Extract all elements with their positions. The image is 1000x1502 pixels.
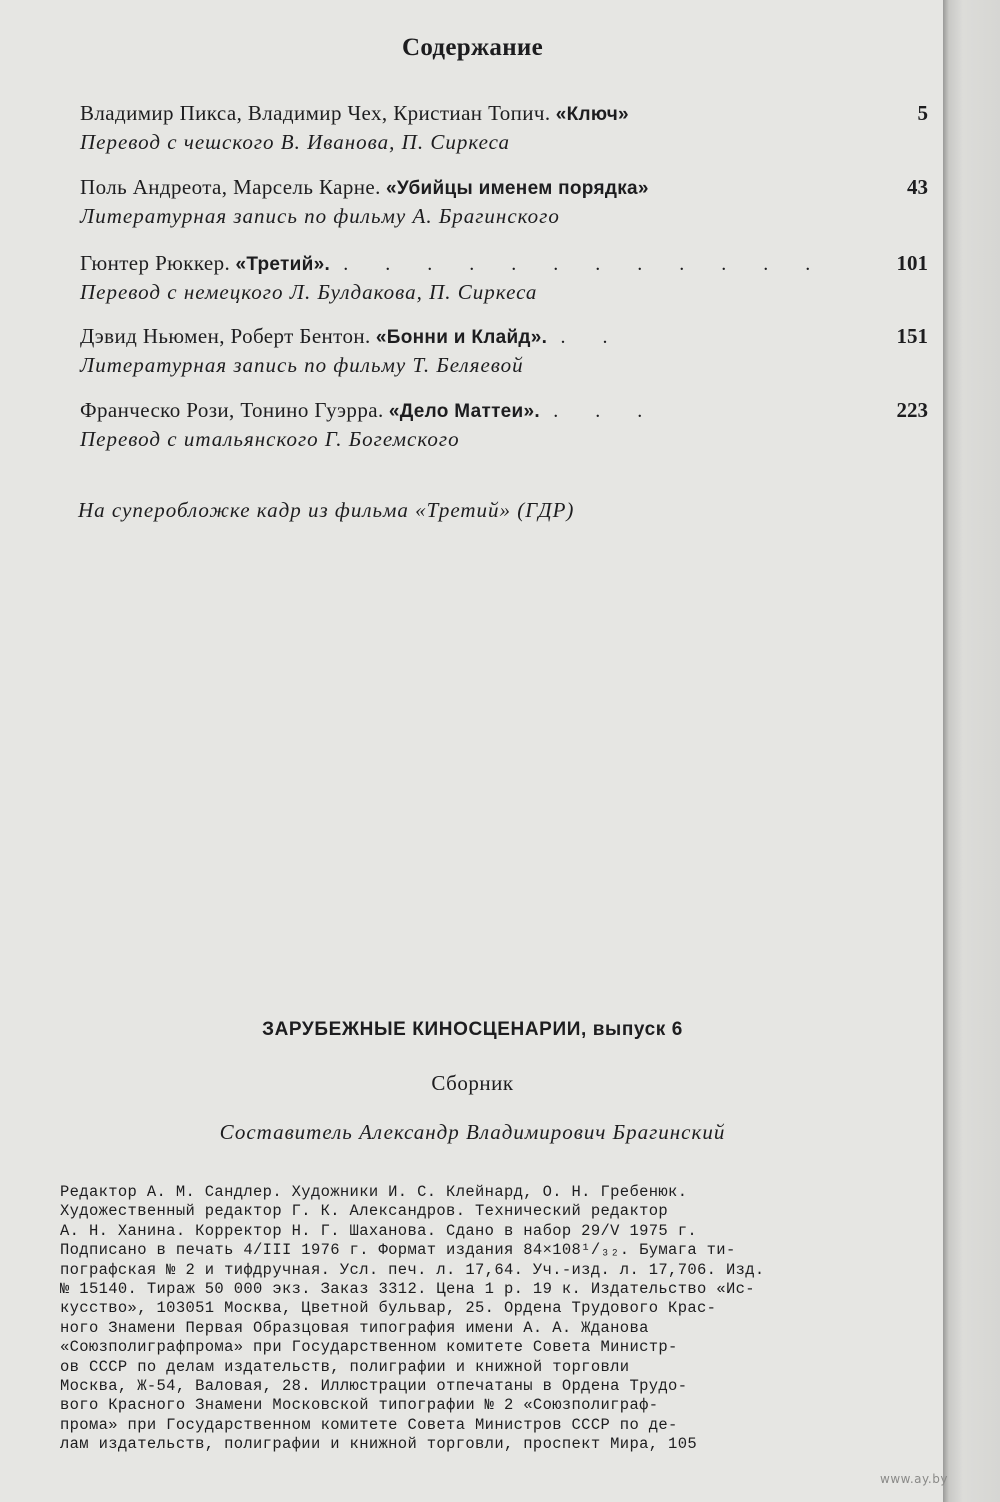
imprint-line: «Союзполиграфпрома» при Государственном комитете Совета Министр- <box>60 1338 678 1357</box>
toc-leader-dots: . . . . . . . . . . . . <box>343 253 827 275</box>
toc-translation-note: Перевод с немецкого Л. Булдакова, П. Сиркеса <box>80 280 538 304</box>
imprint-line: прома» при Государственном комитете Совета Министров СССР по де- <box>60 1415 678 1434</box>
imprint-line: пографская № 2 и тифдручная. Усл. печ. л. 17,64. Уч.-изд. л. 17,706. Изд. <box>60 1260 765 1279</box>
toc-work-title: «Убийцы именем порядка» <box>386 178 649 199</box>
toc-page-number: 5 <box>917 101 928 125</box>
toc-page-number: 151 <box>896 324 928 348</box>
imprint-block <box>60 1183 920 1455</box>
toc-work-title: «Бонни и Клайд». <box>375 327 548 348</box>
toc-authors: Поль Андреота, Марсель Карне. <box>80 175 381 199</box>
imprint-line: ного Знамени Первая Образцовая типография имени А. А. Жданова <box>60 1318 649 1337</box>
toc-entry <box>80 172 928 230</box>
cover-note: На суперобложке кадр из фильма «Третий» (ГДР) <box>78 498 575 522</box>
toc-entry <box>80 248 928 306</box>
toc-work-title: «Ключ» <box>555 104 629 125</box>
toc-translation-note: Литературная запись по фильму Т. Беляевой <box>80 353 524 377</box>
toc-translation-note: Перевод с чешского В. Иванова, П. Сиркеса <box>80 130 510 154</box>
imprint-line: Подписано в печать 4/III 1976 г. Формат издания 84×108¹/₃₂. Бумага ти- <box>60 1241 736 1260</box>
imprint-line: кусство», 103051 Москва, Цветной бульвар, 25. Ордена Трудового Крас- <box>60 1299 717 1318</box>
toc-page-number: 43 <box>907 175 928 199</box>
toc-translation-note: Литературная запись по фильму А. Брагинского <box>80 204 560 228</box>
toc-page-number: 101 <box>896 251 928 275</box>
imprint-line: ов СССР по делам издательств, полиграфии и книжной торговли <box>60 1357 630 1376</box>
imprint-line: Москва, Ж-54, Валовая, 28. Иллюстрации отпечатаны в Ордена Трудо- <box>60 1377 688 1396</box>
toc-page-number: 223 <box>896 398 928 422</box>
imprint-line: Художественный редактор Г. К. Александров. Технический редактор <box>60 1202 669 1221</box>
toc-authors: Франческо Рози, Тонино Гуэрра. <box>80 398 384 422</box>
site-watermark: www.ay.by <box>880 1472 948 1486</box>
toc-translation-note: Перевод с итальянского Г. Богемского <box>80 427 460 451</box>
imprint-line: лам издательств, полиграфии и книжной торговли, проспект Мира, 105 <box>60 1435 697 1454</box>
toc-authors: Владимир Пикса, Владимир Чех, Кристиан Топич. <box>80 101 551 125</box>
imprint-line: вого Красного Знамени Московской типографии № 2 «Союзполиграф- <box>60 1396 659 1415</box>
toc-authors: Дэвид Ньюмен, Роберт Бентон. <box>80 324 371 348</box>
imprint-line: Редактор А. М. Сандлер. Художники И. С. Клейнард, О. Н. Гребенюк. <box>60 1183 688 1201</box>
imprint-line: А. Н. Ханина. Корректор Н. Г. Шаханова. Сдано в набор 29/V 1975 г. <box>60 1221 697 1240</box>
toc-entry <box>80 321 928 379</box>
toc-entry <box>80 395 928 453</box>
book-title: ЗАРУБЕЖНЫЕ КИНОСЦЕНАРИИ, выпуск 6 <box>262 1019 683 1040</box>
page-edge <box>943 0 1000 1502</box>
compiler-credit: Составитель Александр Владимирович Брагинский <box>219 1120 726 1144</box>
toc-authors: Гюнтер Рюккер. <box>80 251 231 275</box>
toc-leader-dots: . . <box>560 326 624 348</box>
toc-work-title: «Дело Маттеи». <box>388 401 540 422</box>
toc-entry <box>80 98 928 156</box>
toc-leader-dots: . . . <box>553 400 659 422</box>
page-title: Содержание <box>401 34 543 61</box>
imprint-line: № 15140. Тираж 50 000 экз. Заказ 3312. Цена 1 р. 19 к. Издательство «Ис- <box>60 1280 755 1299</box>
toc-work-title: «Третий». <box>235 254 331 275</box>
book-subtitle: Сборник <box>431 1071 514 1095</box>
